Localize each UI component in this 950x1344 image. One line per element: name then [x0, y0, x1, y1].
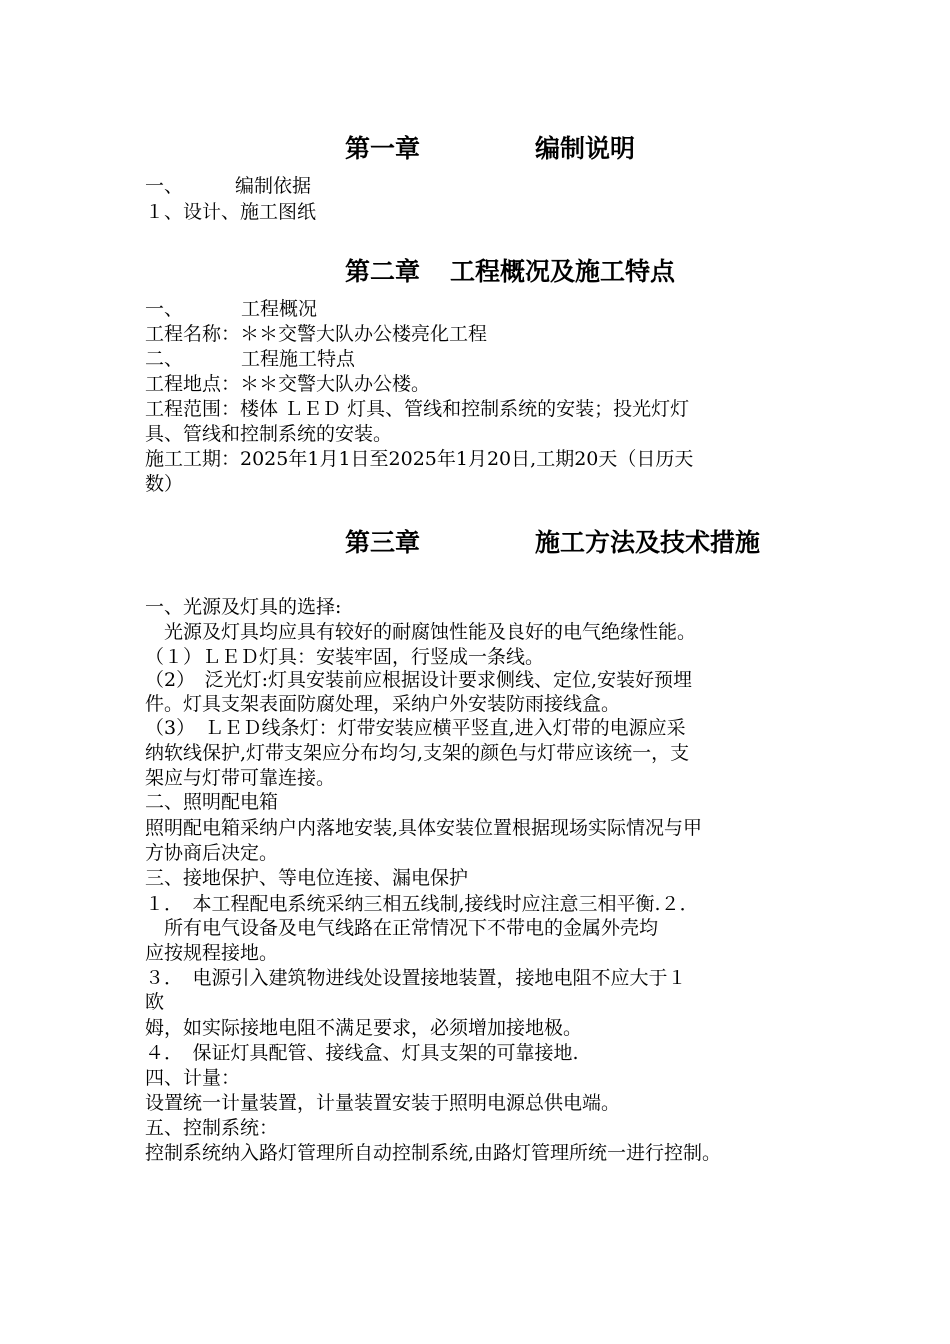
project-name: 工程名称：＊＊交警大队办公楼亮化工程 [145, 323, 488, 345]
chapter-3-line: 一、光源及灯具的选择: [145, 596, 342, 618]
chapter-3-line: １． 本工程配电系统采纳三相五线制,接线时应注意三相平衡.２． [145, 893, 699, 915]
chapter-3-heading [345, 527, 760, 559]
chapter-3-line: 应按规程接地。 [145, 942, 279, 964]
chapter-3-title: 施工方法及技术措施 [535, 528, 761, 557]
chapter-2-heading [345, 256, 675, 288]
chapter-2-title: 工程概况及施工特点 [450, 257, 676, 286]
chapter-3-line: 二、照明配电箱 [145, 791, 279, 813]
chapter-1-heading [345, 133, 635, 165]
chapter-3-line: 方协商后决定。 [145, 842, 279, 864]
section-number: 二、 [145, 348, 184, 370]
chapter-3-line: 欧 [145, 991, 165, 1013]
chapter-3-line: 姆，如实际接地电阻不满足要求，必须增加接地极。 [145, 1017, 583, 1039]
chapter-3-line: （１）ＬＥＤ灯具：安装牢固，行竖成一条线。 [145, 646, 545, 668]
chapter-3-line: 照明配电箱采纳户内落地安装,具体安装位置根据现场实际情况与甲 [145, 817, 703, 839]
chapter-3-line: ３． 电源引入建筑物进线处设置接地装置，接地电阻不应大于１ [145, 967, 687, 989]
chapter-3-line: 五、控制系统： [145, 1117, 279, 1139]
chapter-2-section-1 [145, 297, 317, 321]
chapter-1-section-1 [145, 174, 311, 198]
project-location: 工程地点：＊＊交警大队办公楼。 [145, 373, 431, 395]
chapter-3-line: 控制系统纳入路灯管理所自动控制系统,由路灯管理所统一进行控制。 [145, 1142, 722, 1164]
project-scope-line-2: 具、管线和控制系统的安装。 [145, 423, 393, 445]
chapter-3-line: （2） 泛光灯:灯具安装前应根据设计要求侧线、定位,安装好预埋 [145, 669, 693, 691]
chapter-3-line: 纳软线保护,灯带支架应分布均匀,支架的颜色与灯带应该统一，支 [145, 742, 690, 764]
section-title: 工程概况 [241, 298, 318, 320]
chapter-3-line: 件。灯具支架表面防腐处理，采纳户外安装防雨接线盒。 [145, 693, 621, 715]
chapter-3-line: ４． 保证灯具配管、接线盒、灯具支架的可靠接地. [145, 1042, 579, 1064]
chapter-3-line: 所有电气设备及电气线路在正常情况下不带电的金属外壳均 [145, 917, 659, 939]
chapter-3-line: 四、计量： [145, 1067, 241, 1089]
section-title: 编制依据 [235, 175, 312, 197]
chapter-3-line: 光源及灯具均应具有较好的耐腐蚀性能及良好的电气绝缘性能。 [145, 621, 697, 643]
project-period-line-2: 数） [145, 473, 184, 495]
chapter-1-item-1: １、设计、施工图纸 [145, 201, 317, 223]
chapter-2-section-2 [145, 347, 355, 371]
chapter-3-number: 第三章 [345, 528, 421, 557]
chapter-1-title: 编制说明 [535, 134, 636, 163]
chapter-2-number: 第二章 [345, 257, 421, 286]
project-scope-line-1: 工程范围：楼体 ＬＥＤ 灯具、管线和控制系统的安装；投光灯灯 [145, 398, 690, 420]
section-title: 工程施工特点 [241, 348, 356, 370]
section-number: 一、 [145, 298, 184, 320]
chapter-3-line: 三、接地保护、等电位连接、漏电保护 [145, 867, 469, 889]
project-period-line-1: 施工工期：2025年1月1日至2025年1月20日,工期20天（日历天 [145, 448, 694, 470]
chapter-3-line: 架应与灯带可靠连接。 [145, 767, 336, 789]
chapter-3-line: （3） ＬＥＤ线条灯：灯带安装应横平竖直,进入灯带的电源应采 [145, 717, 686, 739]
chapter-3-line: 设置统一计量装置，计量装置安装于照明电源总供电端。 [145, 1092, 621, 1114]
section-number: 一、 [145, 175, 184, 197]
chapter-1-number: 第一章 [345, 134, 421, 163]
